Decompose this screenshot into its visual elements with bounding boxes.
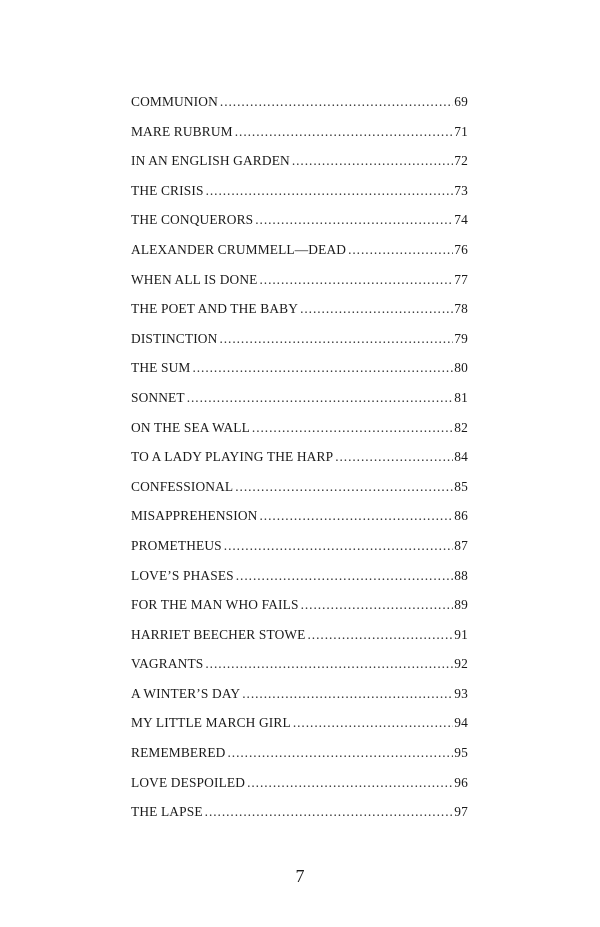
toc-entry-page-number: 81 [454, 389, 468, 405]
dot-leader [247, 775, 453, 791]
toc-entry [131, 331, 468, 361]
toc-entry [131, 686, 468, 716]
toc-entry-title: THE SUM [131, 360, 191, 376]
toc-entry-page-number: 78 [454, 301, 468, 317]
toc-entry-page-number: 97 [454, 804, 468, 820]
dot-leader [301, 597, 454, 613]
toc-entry-title: LOVE DESPOILED [131, 774, 246, 790]
toc-entry-title: MISAPPREHENSION [131, 508, 258, 524]
toc-entry-title: IN AN ENGLISH GARDEN [131, 153, 290, 169]
toc-entry-page-number: 87 [454, 537, 468, 553]
toc-entry-title: THE POET AND THE BABY [131, 301, 299, 317]
toc-entry [131, 568, 468, 598]
toc-entry-page-number: 89 [454, 597, 468, 613]
dot-leader [260, 272, 454, 288]
toc-entry [131, 508, 468, 538]
dot-leader [219, 331, 453, 347]
toc-entry-title: LOVE’S PHASES [131, 567, 234, 583]
dot-leader [308, 627, 454, 643]
toc-entry-page-number: 85 [454, 478, 468, 494]
toc-entry-page-number: 73 [454, 182, 468, 198]
toc-entry-title: PROMETHEUS [131, 537, 222, 553]
toc-entry-page-number: 95 [454, 745, 468, 761]
dot-leader [348, 242, 453, 258]
dot-leader [192, 360, 453, 376]
dot-leader [292, 153, 453, 169]
toc-entry-page-number: 96 [454, 774, 468, 790]
toc-entry-page-number: 72 [454, 153, 468, 169]
toc-entry [131, 183, 468, 213]
dot-leader [293, 715, 453, 731]
toc-entry-page-number: 92 [454, 656, 468, 672]
toc-entry [131, 420, 468, 450]
toc-entry-page-number: 91 [454, 626, 468, 642]
toc-entry-page-number: 77 [454, 271, 468, 287]
toc-entry [131, 715, 468, 745]
toc-entry-page-number: 84 [454, 449, 468, 465]
dot-leader [242, 686, 453, 702]
toc-entry-page-number: 76 [454, 241, 468, 257]
toc-entry [131, 94, 468, 124]
dot-leader [205, 804, 454, 820]
toc-entry-title: A WINTER’S DAY [131, 685, 241, 701]
toc-entry [131, 745, 468, 775]
dot-leader [205, 656, 453, 672]
toc-entry-title: HARRIET BEECHER STOWE [131, 626, 306, 642]
toc-entry [131, 479, 468, 509]
toc-entry [131, 124, 468, 154]
toc-entry [131, 390, 468, 420]
toc-entry [131, 212, 468, 242]
toc-entry-title: WHEN ALL IS DONE [131, 271, 258, 287]
toc-entry-page-number: 82 [454, 419, 468, 435]
dot-leader [228, 745, 454, 761]
toc-entry-title: VAGRANTS [131, 656, 204, 672]
toc-entry [131, 242, 468, 272]
toc-entry-page-number: 94 [454, 715, 468, 731]
toc-entry-title: SONNET [131, 389, 185, 405]
toc-entry [131, 153, 468, 183]
dot-leader [235, 124, 454, 140]
toc-entry [131, 301, 468, 331]
toc-entry-title: MARE RUBRUM [131, 123, 233, 139]
toc-entry-title: ALEXANDER CRUMMELL—DEAD [131, 241, 347, 257]
toc-entry-title: ON THE SEA WALL [131, 419, 250, 435]
dot-leader [252, 420, 453, 436]
toc-entry-title: THE CONQUERORS [131, 212, 254, 228]
toc-entry-title: DISTINCTION [131, 330, 218, 346]
toc-entry-page-number: 88 [454, 567, 468, 583]
toc-entry-page-number: 79 [454, 330, 468, 346]
table-of-contents [131, 94, 468, 834]
toc-entry [131, 627, 468, 657]
toc-entry [131, 597, 468, 627]
toc-entry [131, 272, 468, 302]
toc-entry-title: THE LAPSE [131, 804, 203, 820]
toc-entry-page-number: 74 [454, 212, 468, 228]
toc-entry-title: REMEMBERED [131, 745, 226, 761]
toc-entry-title: THE CRISIS [131, 182, 204, 198]
dot-leader [220, 94, 453, 110]
dot-leader [300, 301, 453, 317]
dot-leader [206, 183, 454, 199]
dot-leader [236, 568, 454, 584]
toc-entry-page-number: 86 [454, 508, 468, 524]
toc-entry [131, 360, 468, 390]
toc-entry-page-number: 69 [454, 94, 468, 109]
dot-leader [187, 390, 454, 406]
dot-leader [224, 538, 454, 554]
dot-leader [335, 449, 453, 465]
dot-leader [255, 212, 453, 228]
toc-entry-title: FOR THE MAN WHO FAILS [131, 597, 299, 613]
toc-entry [131, 449, 468, 479]
dot-leader [235, 479, 453, 495]
page-number: 7 [295, 866, 305, 886]
toc-entry-title: CONFESSIONAL [131, 478, 234, 494]
toc-entry-page-number: 93 [454, 685, 468, 701]
toc-entry-title: TO A LADY PLAYING THE HARP [131, 449, 334, 465]
toc-entry-page-number: 71 [454, 123, 468, 139]
dot-leader [260, 508, 454, 524]
toc-entry-title: COMMUNION [131, 94, 218, 109]
toc-entry [131, 804, 468, 834]
toc-entry [131, 775, 468, 805]
toc-entry-page-number: 80 [454, 360, 468, 376]
toc-entry [131, 538, 468, 568]
toc-entry [131, 656, 468, 686]
toc-entry-title: MY LITTLE MARCH GIRL [131, 715, 291, 731]
